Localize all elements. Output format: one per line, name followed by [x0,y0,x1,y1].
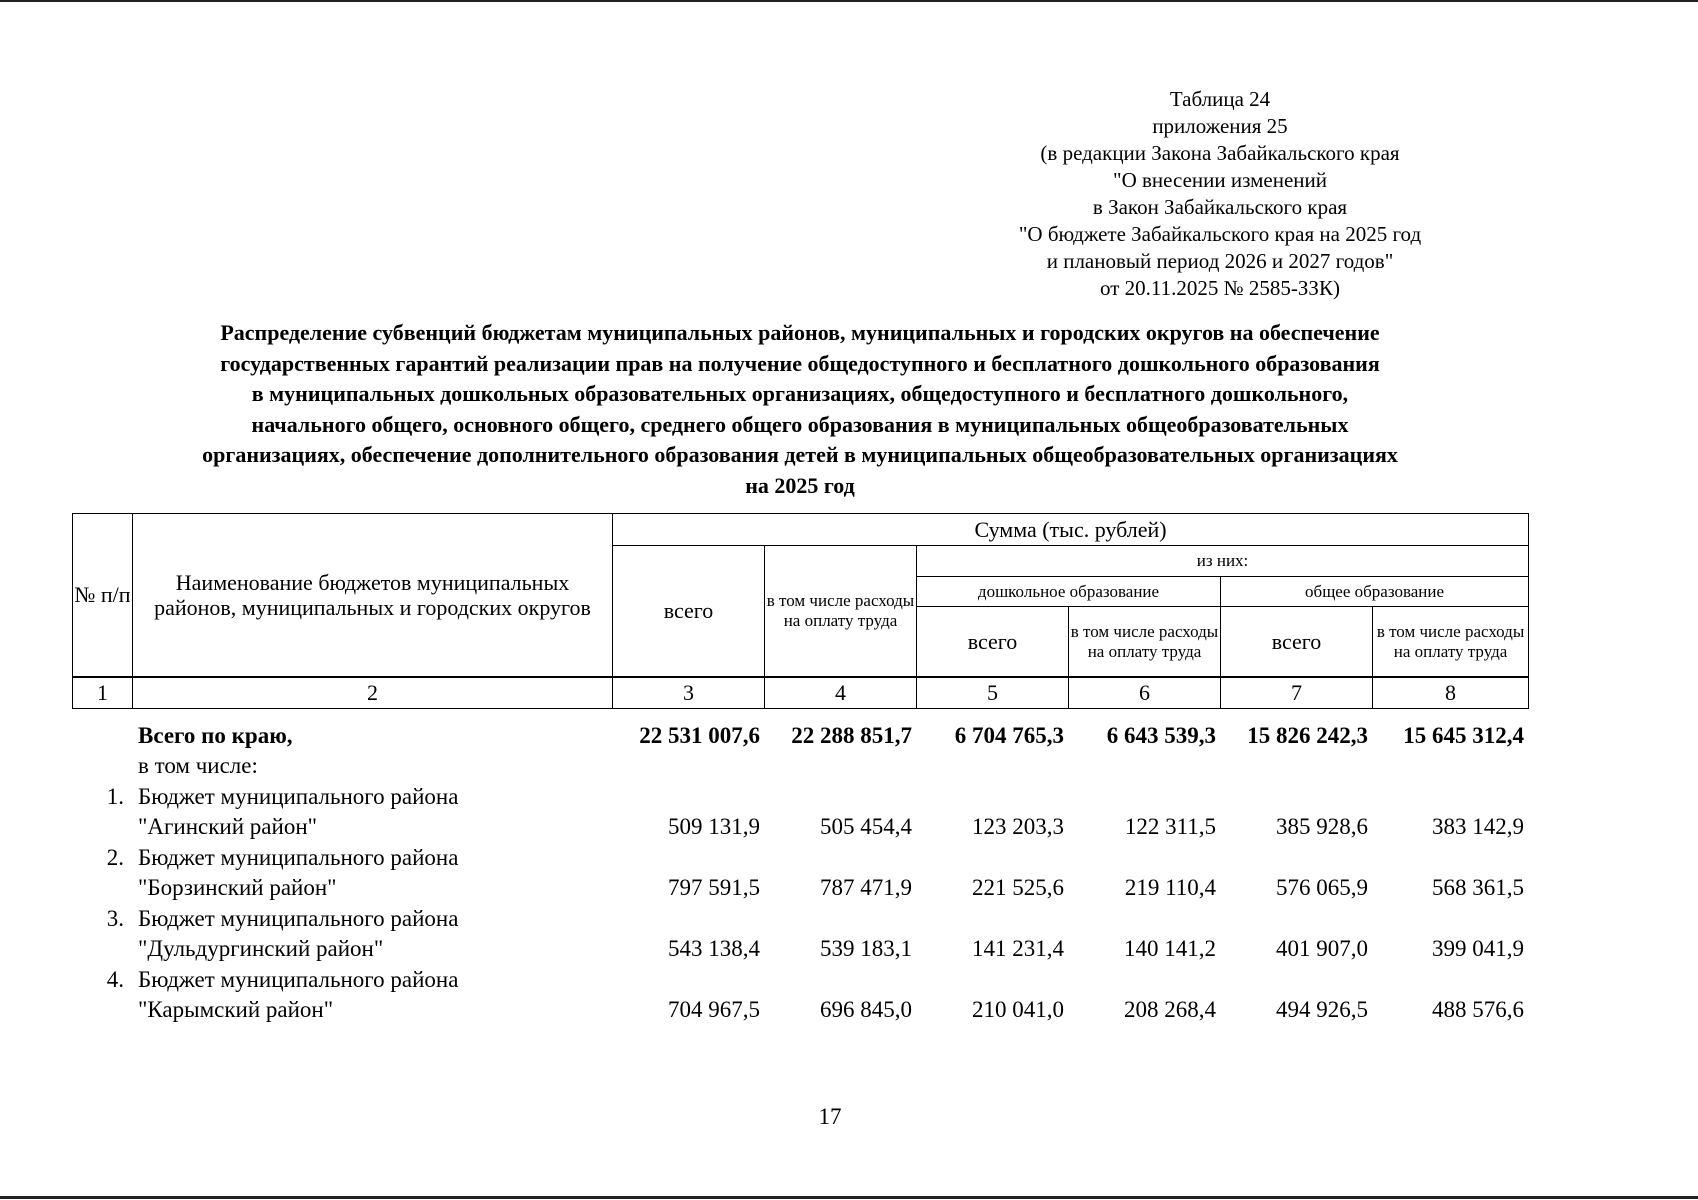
row-name: Бюджет муниципального района [138,844,459,870]
table-cell: 568 361,5 [1432,875,1524,900]
col-header-general: общее образование [1221,577,1529,607]
row-name: Бюджет муниципального района [138,783,459,809]
table-cell: 488 576,6 [1432,997,1524,1022]
table-row [72,901,1528,932]
table-cell: 505 454,4 [820,814,912,839]
col-header-of-them: из них: [917,546,1529,577]
title-line: государственных гарантий реализации прав на получение общедоступного и бесплатного дошкольного образования [220,350,1380,376]
total-cell: 6 704 765,3 [954,722,1064,748]
table-cell: 797 591,5 [668,875,760,900]
header-line: Таблица 24 [1169,87,1271,111]
table-body [72,718,1528,1023]
table-cell: 208 268,4 [1124,997,1216,1022]
col-header-labor: в том числе расходы на оплату труда [765,546,917,677]
row-name: "Дульдургинский район" [138,936,384,961]
header-line: от 20.11.2025 № 2585-ЗЗК) [1100,276,1340,300]
header-line: (в редакции Закона Забайкальского края [1040,141,1400,165]
title-line: начального общего, основного общего, среднего общего образования в муниципальных общеобразовательных [251,411,1349,437]
table-cell: 140 141,2 [1124,936,1216,961]
row-name: "Карымский район" [138,997,334,1022]
col-header-sum: Сумма (тыс. рублей) [613,514,1529,546]
col-number: 3 [613,678,765,709]
total-row-name: Всего по краю, [138,722,293,748]
table-cell: 787 471,9 [820,875,912,900]
row-number: 3. [106,905,124,931]
row-number: 2. [106,844,124,870]
page-number: 17 [818,1104,842,1129]
col-number: 1 [73,678,133,709]
table-row [72,993,1528,1024]
table-row [72,932,1528,963]
table-cell: 385 928,6 [1276,814,1368,839]
col-header-general-labor: в том числе расходы на оплату труда [1373,607,1529,677]
scan-edge-bottom [0,1196,1698,1199]
col-number: 2 [133,678,613,709]
col-number: 7 [1221,678,1373,709]
col-header-general-total: всего [1221,607,1373,677]
col-number: 6 [1069,678,1221,709]
table-row [72,810,1528,841]
header-block [960,86,1480,302]
header-line: в Закон Забайкальского края [1092,195,1348,219]
table-cell: 543 138,4 [668,936,760,961]
title-line: на 2025 год [745,472,855,498]
row-number: 1. [106,783,124,809]
col-number: 8 [1373,678,1529,709]
col-header-preschool-labor: в том числе расходы на оплату труда [1069,607,1221,677]
row-number: 4. [106,966,124,992]
table-cell: 539 183,1 [820,936,912,961]
table-cell: 141 231,4 [972,936,1064,961]
col-header-name: Наименование бюджетов муниципальных районов, муниципальных и городских округов [133,514,613,677]
row-name: Бюджет муниципального района [138,966,459,992]
row-name: "Борзинский район" [138,875,337,900]
row-name: Бюджет муниципального района [138,905,459,931]
table-header [72,513,1529,709]
row-name: "Агинский район" [138,814,318,839]
total-cell: 22 288 851,7 [791,722,912,748]
table-cell: 122 311,5 [1124,814,1216,839]
title-line: в муниципальных дошкольных образовательных организациях, общедоступного и бесплатного дошкольного, [251,381,1349,406]
table-cell: 696 845,0 [820,997,912,1022]
total-cell: 15 645 312,4 [1403,722,1524,748]
title-line: организациях, обеспечение дополнительного образования детей в муниципальных общеобразовательных организациях [202,442,1398,467]
total-cell: 15 826 242,3 [1247,722,1368,748]
table-cell: 219 110,4 [1124,875,1216,900]
total-cell: 6 643 539,3 [1106,722,1216,748]
including-row [72,749,1528,780]
header-line: приложения 25 [1152,114,1288,138]
table-cell: 494 926,5 [1276,997,1368,1022]
document-title [60,318,1540,501]
table-cell: 383 142,9 [1432,814,1524,839]
table-row [72,840,1528,871]
header-line: "О бюджете Забайкальского края на 2025 год [1018,222,1422,246]
title-line: Распределение субвенций бюджетам муниципальных районов, муниципальных и городских округов на обеспечение [220,320,1380,345]
table-cell: 123 203,3 [972,814,1064,839]
total-cell: 22 531 007,6 [639,722,760,748]
header-line: и плановый период 2026 и 2027 годов" [1046,249,1394,273]
scan-edge-top [0,0,1698,2]
table-cell: 704 967,5 [668,997,760,1022]
table-cell: 221 525,6 [972,875,1064,900]
table-row [72,962,1528,993]
table-cell: 576 065,9 [1276,875,1368,900]
col-header-preschool: дошкольное образование [917,577,1221,607]
col-header-no: № п/п [73,514,133,677]
table-row [72,871,1528,902]
including-label: в том числе: [138,753,258,778]
col-header-total: всего [613,546,765,677]
table-cell: 399 041,9 [1432,936,1524,961]
header-line: "О внесении изменений [1113,168,1327,192]
table-cell: 210 041,0 [972,997,1064,1022]
col-number: 5 [917,678,1069,709]
table-cell: 509 131,9 [668,814,760,839]
table-row [72,779,1528,810]
col-number: 4 [765,678,917,709]
col-header-preschool-total: всего [917,607,1069,677]
total-row [72,718,1528,749]
table-cell: 401 907,0 [1276,936,1368,961]
